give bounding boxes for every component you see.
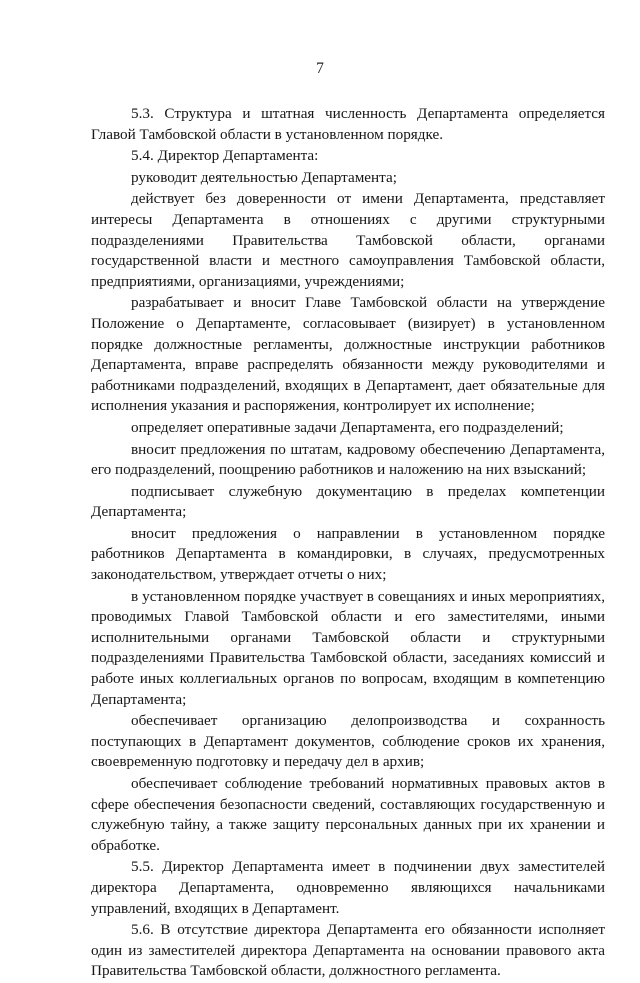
page-number: 7	[316, 60, 324, 77]
paragraph-5-3: 5.3. Структура и штатная численность Департамента определяется Главой Тамбовской области в установленном порядке.	[91, 105, 605, 143]
paragraph-duty-manages: руководит деятельностью Департамента;	[131, 168, 397, 186]
paragraph-5-6: 5.6. В отсутствие директора Департамента его обязанности исполняет один из заместителей директора Департамента на основании правового акта Правительства Тамбовской области, должностного регламента.	[91, 921, 605, 980]
paragraph-duty-develops: разрабатывает и вносит Главе Тамбовской области на утверждение Положение о Департаменте, согласовывает (визирует) в установленном порядке должностные регламенты, должностные инструкции работников Департамента, вправе распределять обязанности между руководителями и работниками подразделений, входящих в Департамент, дает обязательные для исполнения указания и распоряжения, контролирует их исполнение;	[91, 294, 605, 415]
document-body	[91, 104, 605, 983]
paragraph-duty-signs: подписывает служебную документацию в пределах компетенции Департамента;	[91, 482, 605, 521]
paragraph-duty-meetings: в установленном порядке участвует в совещаниях и иных мероприятиях, проводимых Главой Тамбовской области и его заместителями, иными исполнительными органами Тамбовской области и структурными подразделениями Правительства Тамбовской области, заседаниях комиссий и работе иных коллегиальных органов по вопросам, входящим в компетенцию Департамента;	[91, 587, 605, 708]
paragraph-duty-records: обеспечивает организацию делопроизводства и сохранность поступающих в Департамент документов, соблюдение сроков их хранения, своевременную подготовку и передачу дел в архив;	[91, 712, 605, 771]
paragraph-duty-travel: вносит предложения о направлении в установленном порядке работников Департамента в командировки, в случаях, предусмотренных законодательством, утверждает отчеты о них;	[91, 524, 605, 584]
paragraph-duty-security: обеспечивает соблюдение требований нормативных правовых актов в сфере обеспечения безопасности сведений, составляющих государственную и служебную тайну, а также защиту персональных данных при их хранении и обработке.	[91, 775, 605, 854]
paragraph-5-5: 5.5. Директор Департамента имеет в подчинении двух заместителей директора Департамента, одновременно являющихся начальниками управлений, входящих в Департамент.	[91, 858, 605, 917]
paragraph-5-4-heading: 5.4. Директор Департамента:	[131, 147, 319, 165]
paragraph-duty-represents: действует без доверенности от имени Департамента, представляет интересы Департамента в отношениях с другими структурными подразделениями Правительства Тамбовской области, органами государственной власти и местного самоуправления Тамбовской области, предприятиями, организациями, учреждениями;	[91, 190, 605, 290]
paragraph-duty-staffing: вносит предложения по штатам, кадровому обеспечению Департамента, его подразделений, поощрению работников и наложению на них взысканий;	[91, 440, 605, 479]
paragraph-duty-tasks: определяет оперативные задачи Департамента, его подразделений;	[131, 418, 564, 436]
